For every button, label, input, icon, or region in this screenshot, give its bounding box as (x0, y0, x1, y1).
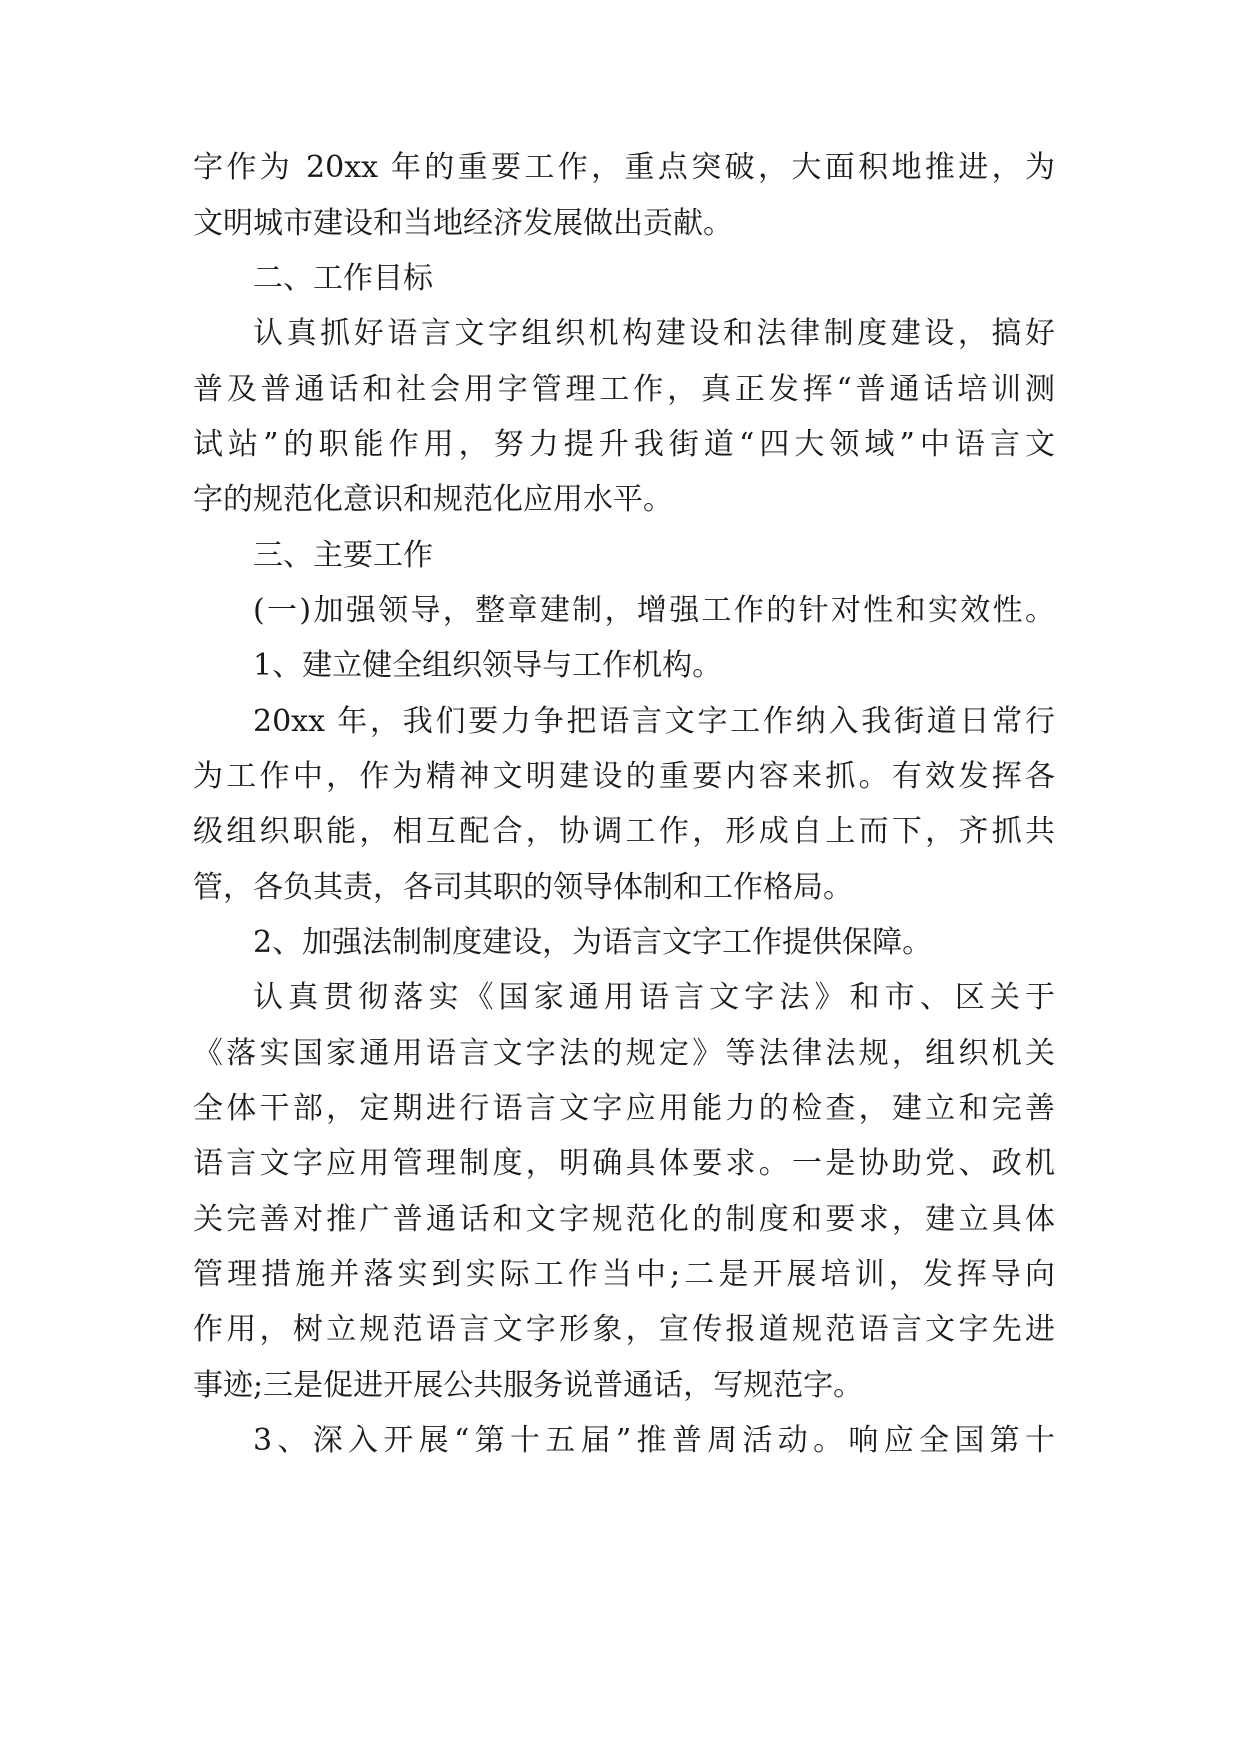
text-line: 普及普通话和社会用字管理工作，真正发挥“普通话培训测 (193, 372, 1055, 407)
text-line: 作用，树立规范语言文字形象，宣传报道规范语言文字先进 (193, 1312, 1055, 1347)
text-line: 认真贯彻落实《国家通用语言文字法》和市、区关于 (253, 980, 1055, 1015)
section-heading: 二、工作目标 (253, 261, 433, 296)
text-line: 语言文字应用管理制度，明确具体要求。一是协助党、政机 (193, 1146, 1055, 1181)
text-line: 字作为 20xx 年的重要工作，重点突破，大面积地推进，为 (193, 150, 1055, 185)
item-heading: 3、深入开展“第十五届”推普周活动。响应全国第十 (253, 1423, 1055, 1458)
item-heading: 2、加强法制制度建设，为语言文字工作提供保障。 (253, 925, 933, 960)
section-heading: 三、主要工作 (253, 538, 433, 573)
text-line: 级组织职能，相互配合，协调工作，形成自上而下，齐抓共 (193, 814, 1055, 849)
subsection-heading: (一)加强领导，整章建制，增强工作的针对性和实效性。 (253, 593, 1055, 628)
text-line: 认真抓好语言文字组织机构建设和法律制度建设，搞好 (253, 316, 1055, 351)
text-line: 试站”的职能作用，努力提升我街道“四大领域”中语言文 (193, 427, 1055, 462)
text-line: 全体干部，定期进行语言文字应用能力的检查，建立和完善 (193, 1091, 1055, 1126)
text-line: 《落实国家通用语言文字法的规定》等法律法规，组织机关 (193, 1036, 1055, 1071)
item-heading: 1、建立健全组织领导与工作机构。 (253, 648, 723, 683)
text-line: 管，各负其责，各司其职的领导体制和工作格局。 (193, 870, 853, 905)
text-line: 关完善对推广普通话和文字规范化的制度和要求，建立具体 (193, 1202, 1055, 1237)
text-line: 管理措施并落实到实际工作当中;二是开展培训，发挥导向 (193, 1257, 1055, 1292)
text-line: 20xx 年，我们要力争把语言文字工作纳入我街道日常行 (253, 704, 1055, 739)
text-line: 为工作中，作为精神文明建设的重要内容来抓。有效发挥各 (193, 759, 1055, 794)
text-line: 文明城市建设和当地经济发展做出贡献。 (193, 206, 733, 241)
text-line: 字的规范化意识和规范化应用水平。 (193, 482, 673, 517)
text-line: 事迹;三是促进开展公共服务说普通话，写规范字。 (193, 1368, 864, 1403)
